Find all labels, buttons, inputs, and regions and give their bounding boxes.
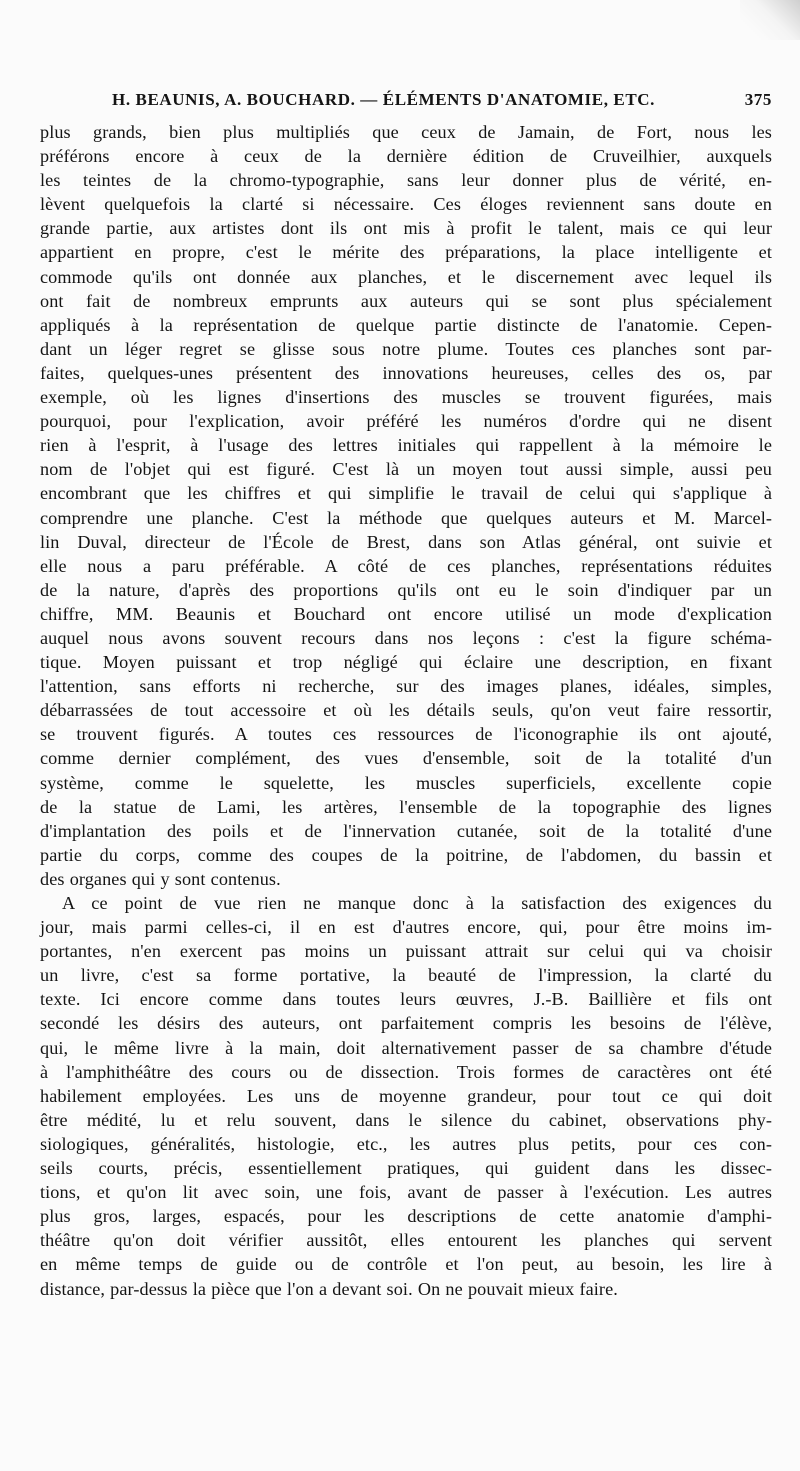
text-line: habilement employées. Les uns de moyenne grandeur, pour tout ce qui doit — [40, 1085, 772, 1106]
text-line: de la statue de Lami, les artères, l'ensemble de la topographie des lignes — [40, 796, 772, 817]
text-line: qui, le même livre à la main, doit alternativement passer de sa chambre d'étude — [40, 1037, 772, 1058]
paragraph — [40, 891, 772, 1301]
text-line: siologiques, généralités, histologie, etc., les autres plus petits, pour ces con- — [40, 1133, 772, 1154]
text-line: comme dernier complément, des vues d'ensemble, soit de la totalité d'un — [40, 748, 772, 769]
text-line: plus gros, larges, espacés, pour les descriptions de cette anatomie d'amphi- — [40, 1206, 772, 1227]
text-line: être médité, lu et relu souvent, dans le silence du cabinet, observations phy- — [40, 1109, 772, 1130]
text-line: portantes, n'en exercent pas moins un puissant attrait sur celui qui va choisir — [40, 941, 772, 962]
text-line: seils courts, précis, essentiellement pratiques, qui guident dans les dissec- — [40, 1158, 772, 1179]
running-header — [112, 90, 772, 118]
text-line: tique. Moyen puissant et trop négligé qui éclaire une description, en fixant — [40, 652, 772, 673]
text-line: théâtre qu'on doit vérifier aussitôt, elles entourent les planches qui servent — [40, 1230, 772, 1251]
text-line: appliqués à la représentation de quelque partie distincte de l'anatomie. Cepen- — [40, 314, 772, 335]
text-line: encombrant que les chiffres et qui simplifie le travail de celui qui s'applique à — [40, 483, 772, 504]
text-line: lèvent quelquefois la clarté si nécessaire. Ces éloges reviennent sans doute en — [40, 194, 772, 215]
text-line: d'implantation des poils et de l'innervation cutanée, soit de la totalité d'une — [40, 820, 772, 841]
paragraph — [40, 120, 772, 891]
text-line: à l'amphithéâtre des cours ou de dissection. Trois formes de caractères ont été — [40, 1061, 772, 1082]
running-header-title: H. BEAUNIS, A. BOUCHARD. — ÉLÉMENTS D'ANATOMIE, ETC. — [112, 90, 656, 109]
text-line: préférons encore à ceux de la dernière édition de Cruveilhier, auxquels — [40, 146, 772, 167]
text-line: commode qu'ils ont donnée aux planches, et le discernement avec lequel ils — [40, 266, 772, 287]
text-line: secondé les désirs des auteurs, ont parfaitement compris les besoins de l'élève, — [40, 1013, 772, 1034]
text-line: exemple, où les lignes d'insertions des muscles se trouvent figurées, mais — [40, 387, 772, 408]
text-line: débarrassées de tout accessoire et où les détails seuls, qu'on veut faire ressortir, — [40, 700, 772, 721]
text-line: jour, mais parmi celles-ci, il en est d'autres encore, qui, pour être moins im- — [40, 917, 772, 938]
text-line: les teintes de la chromo-typographie, sans leur donner plus de vérité, en- — [40, 170, 772, 191]
text-line: appartient en propre, c'est le mérite des préparations, la place intelligente et — [40, 242, 772, 263]
text-line: distance, par-dessus la pièce que l'on a devant soi. On ne pouvait mieux faire. — [40, 1278, 618, 1299]
text-line: comprendre une planche. C'est la méthode que quelques auteurs et M. Marcel- — [40, 507, 772, 528]
text-line: plus grands, bien plus multipliés que ceux de Jamain, de Fort, nous les — [40, 122, 772, 142]
text-line: pourquoi, pour l'explication, avoir préféré les numéros d'ordre qui ne disent — [40, 411, 772, 432]
text-line: chiffre, MM. Beaunis et Bouchard ont encore utilisé un mode d'explication — [40, 603, 772, 624]
text-line: l'attention, sans efforts ni recherche, sur des images planes, idéales, simples, — [40, 676, 772, 697]
text-line: faites, quelques-unes présentent des innovations heureuses, celles des os, par — [40, 362, 772, 383]
text-line: auquel nous avons souvent recours dans nos leçons : c'est la figure schéma- — [40, 627, 772, 648]
text-line: ont fait de nombreux emprunts aux auteurs qui se sont plus spécialement — [40, 290, 772, 311]
text-line: rien à l'esprit, à l'usage des lettres initiales qui rappellent à la mémoire le — [40, 435, 772, 456]
text-line: de la nature, d'après des proportions qu'ils ont eu le soin d'indiquer par un — [40, 579, 772, 600]
text-line: partie du corps, comme des coupes de la poitrine, de l'abdomen, du bassin et — [40, 844, 772, 865]
text-line: des organes qui y sont contenus. — [40, 868, 281, 889]
page-number: 375 — [744, 90, 772, 109]
text-line: dant un léger regret se glisse sous notre plume. Toutes ces planches sont par- — [40, 338, 772, 359]
text-line: A ce point de vue rien ne manque donc à la satisfaction des exigences du — [62, 893, 772, 913]
text-line: texte. Ici encore comme dans toutes leurs œuvres, J.-B. Baillière et fils ont — [40, 989, 772, 1010]
text-line: tions, et qu'on lit avec soin, une fois, avant de passer à l'exécution. Les autres — [40, 1182, 772, 1203]
body-text — [40, 120, 772, 1301]
text-line: nom de l'objet qui est figuré. C'est là un moyen tout aussi simple, aussi peu — [40, 459, 772, 480]
text-line: se trouvent figurés. A toutes ces ressources de l'iconographie ils ont ajouté, — [40, 724, 772, 745]
text-line: grande partie, aux artistes dont ils ont mis à profit le talent, mais ce qui leur — [40, 218, 772, 239]
text-line: lin Duval, directeur de l'École de Brest, dans son Atlas général, ont suivie et — [40, 531, 772, 552]
page-corner-shadow — [740, 0, 800, 40]
text-line: en même temps de guide ou de contrôle et l'on peut, au besoin, les lire à — [40, 1254, 772, 1275]
text-line: système, comme le squelette, les muscles superficiels, excellente copie — [40, 772, 772, 793]
text-line: elle nous a paru préférable. A côté de ces planches, représentations réduites — [40, 555, 772, 576]
text-line: un livre, c'est sa forme portative, la beauté de l'impression, la clarté du — [40, 965, 772, 986]
